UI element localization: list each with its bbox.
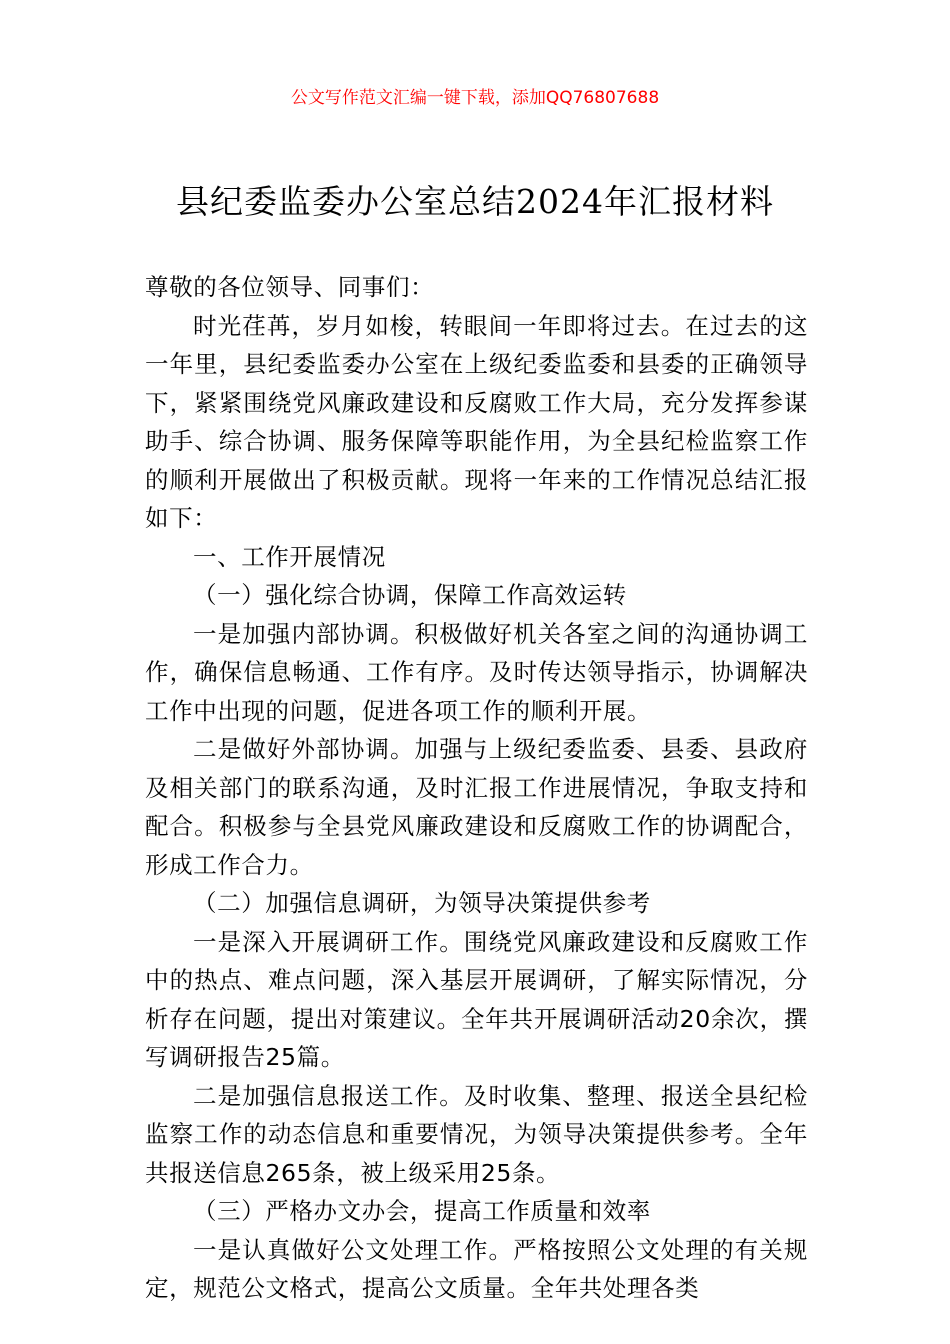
subsection-heading: （二）加强信息调研，为领导决策提供参考 [193, 889, 651, 917]
subsection-heading: （一）强化综合协调，保障工作高效运转 [193, 581, 627, 609]
body-paragraph: 一是认真做好公文处理工作。严格按照公文处理的有关规定，规范公文格式，提高公文质量。全年共处理各类 [145, 1235, 808, 1302]
body-paragraph: 一是加强内部协调。积极做好机关各室之间的沟通协调工作，确保信息畅通、工作有序。及时传达领导指示，协调解决工作中出现的问题，促进各项工作的顺利开展。 [145, 619, 808, 725]
document-title: 县纪委监委办公室总结2024年汇报材料 [176, 182, 774, 221]
download-banner: 公文写作范文汇编一键下载，添加QQ76807688 [290, 88, 660, 108]
salutation: 尊敬的各位领导、同事们： [145, 273, 435, 301]
body-paragraph: 二是做好外部协调。加强与上级纪委监委、县委、县政府及相关部门的联系沟通，及时汇报工作进展情况，争取支持和配合。积极参与全县党风廉政建设和反腐败工作的协调配合，形成工作合力。 [145, 735, 808, 879]
document-body [145, 268, 808, 1308]
body-paragraph: 一是深入开展调研工作。围绕党风廉政建设和反腐败工作中的热点、难点问题，深入基层开展调研，了解实际情况，分析存在问题，提出对策建议。全年共开展调研活动20余次，撰写调研报告25篇。 [145, 927, 808, 1071]
intro-paragraph: 时光荏苒，岁月如梭，转眼间一年即将过去。在过去的这一年里，县纪委监委办公室在上级纪委监委和县委的正确领导下，紧紧围绕党风廉政建设和反腐败工作大局，充分发挥参谋助手、综合协调、服务保障等职能作用，为全县纪检监察工作的顺利开展做出了积极贡献。现将一年来的工作情况总结汇报如下： [145, 311, 808, 532]
body-paragraph: 二是加强信息报送工作。及时收集、整理、报送全县纪检监察工作的动态信息和重要情况，为领导决策提供参考。全年共报送信息265条，被上级采用25条。 [145, 1081, 808, 1187]
section-heading: 一、工作开展情况 [193, 542, 386, 571]
subsection-heading: （三）严格办文办会，提高工作质量和效率 [193, 1197, 651, 1225]
